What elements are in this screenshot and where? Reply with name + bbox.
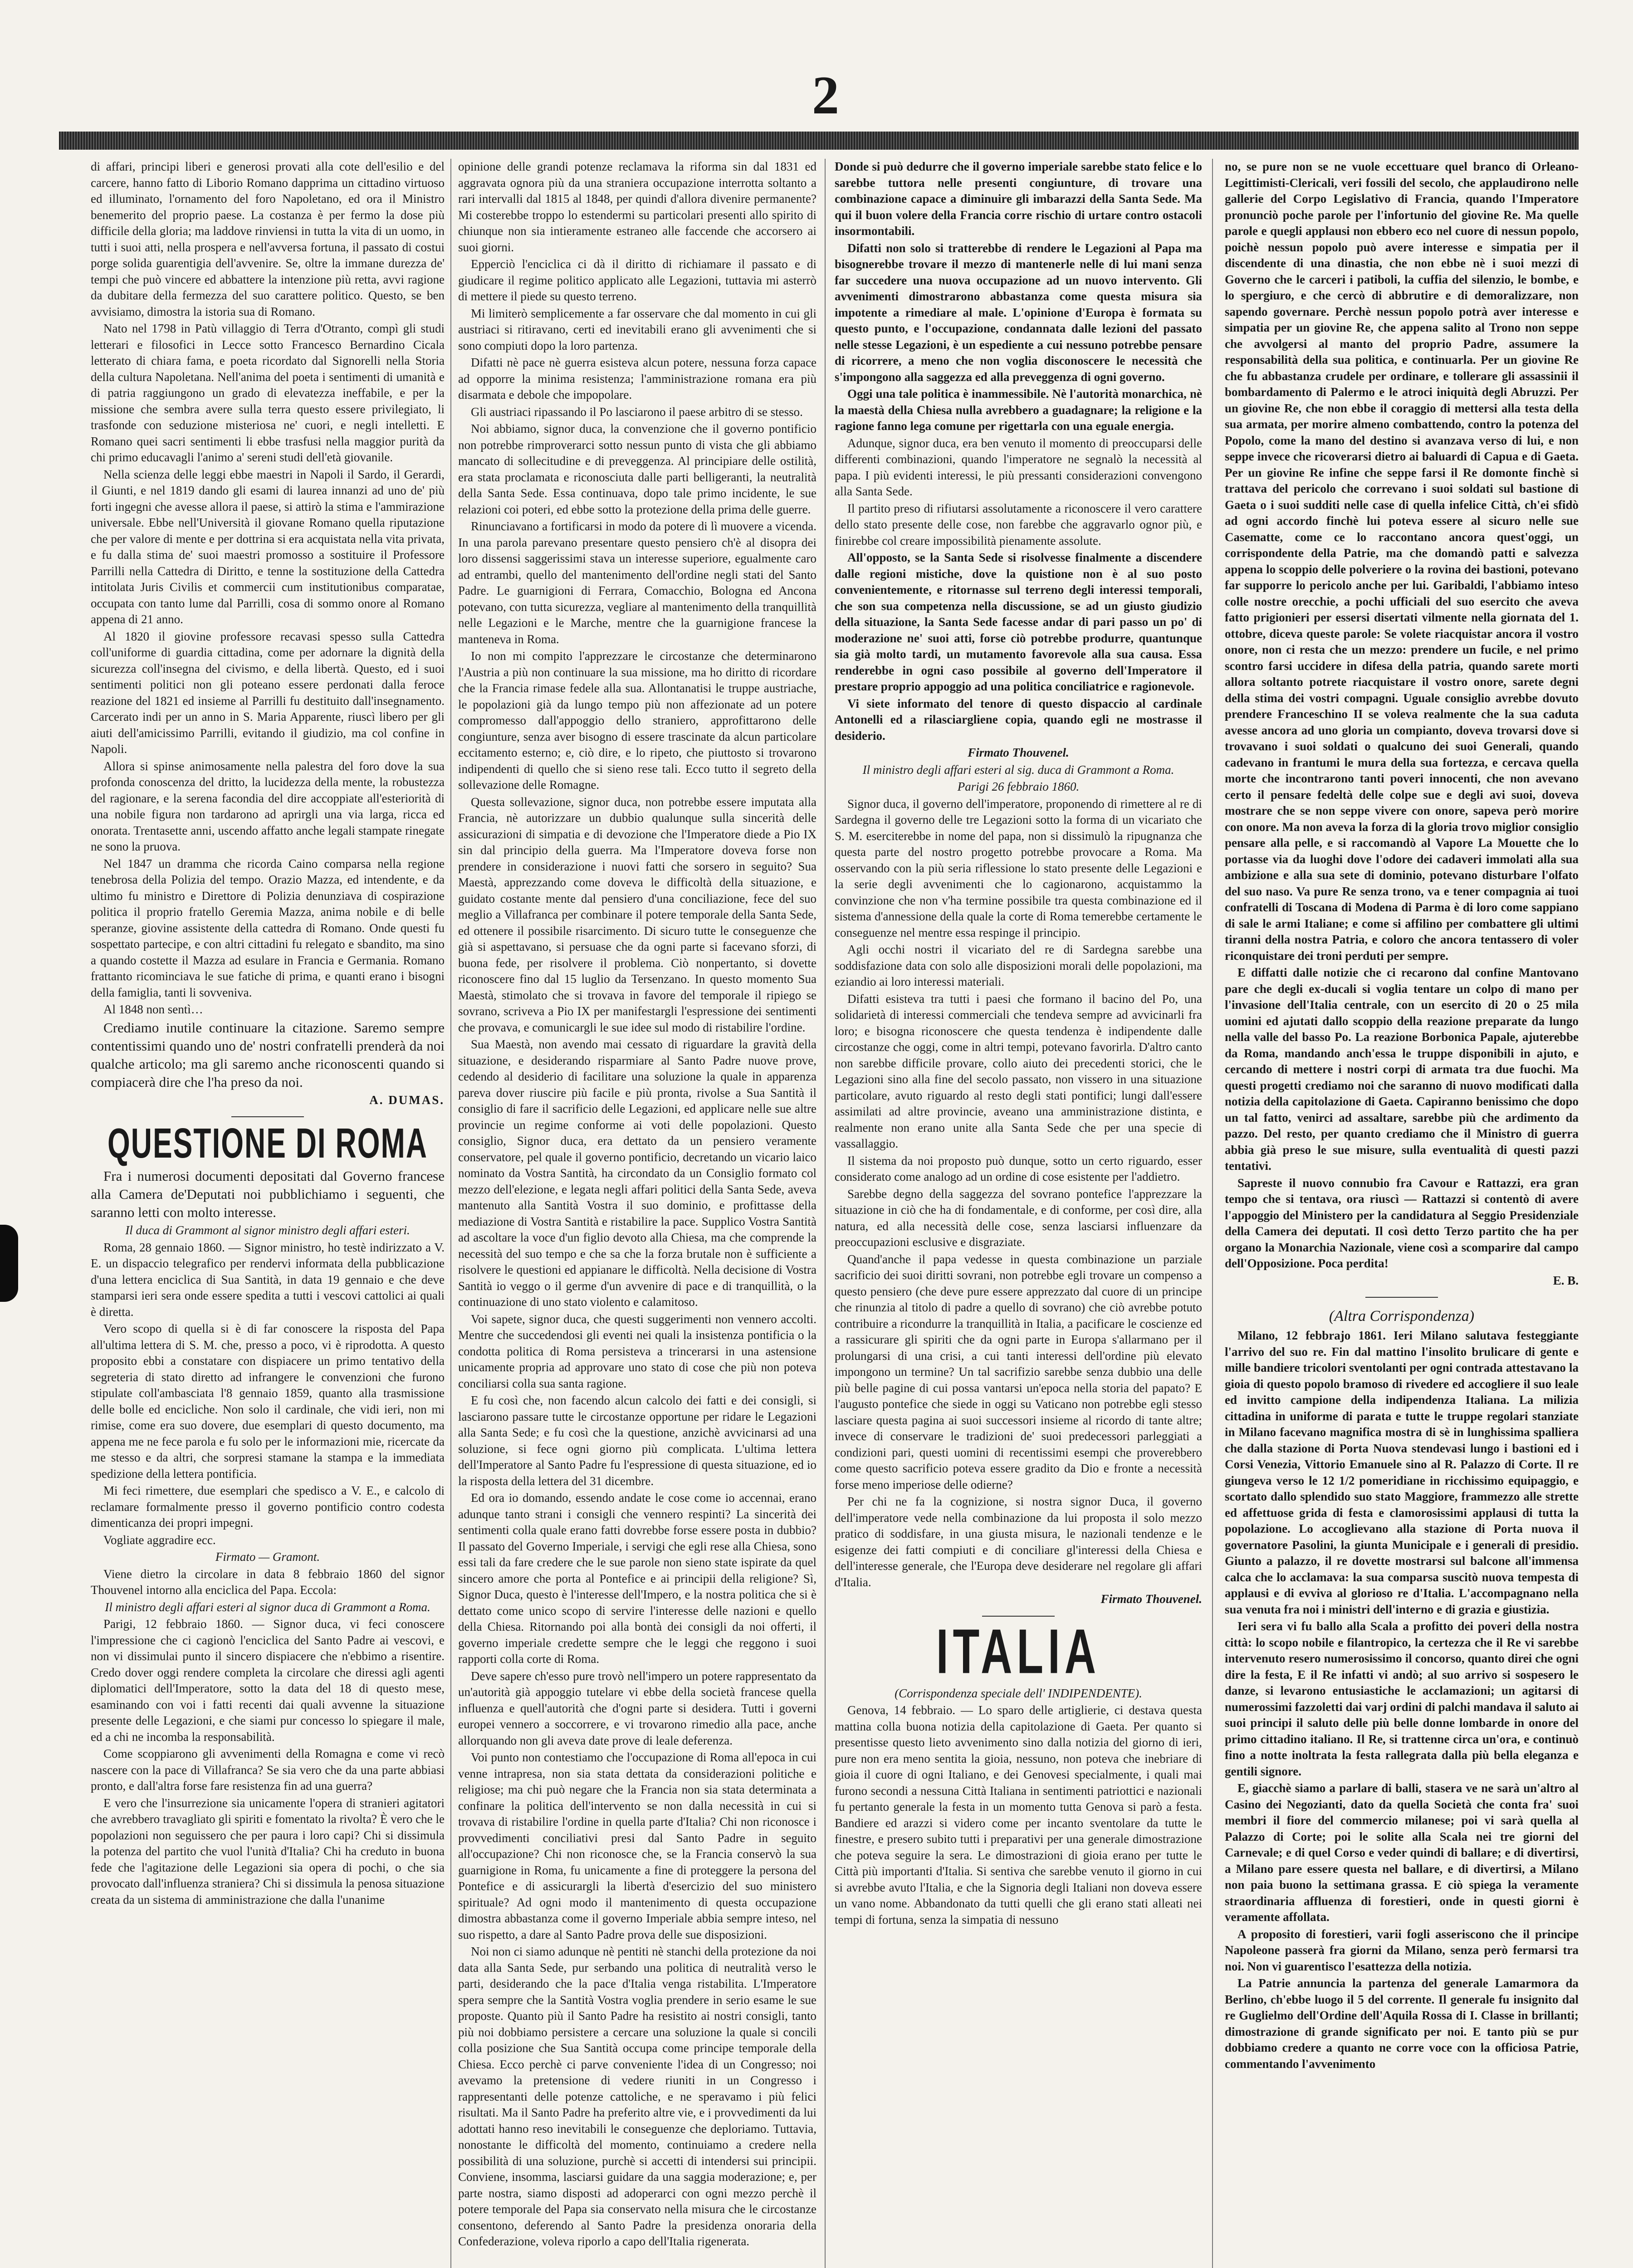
header-rule: [59, 132, 1579, 150]
letter-title: Il duca di Grammont al signor ministro degli affari esteri.: [125, 1223, 410, 1237]
paragraph: Ieri sera vi fu ballo alla Scala a profitto dei poveri della nostra città: lo scopo nobile e filantropico, la certezza che il Re vi sarebbe intervenuto resero numerosissimo il concorso, quanto direi che ogni dire la festa, E il Re infatti vi andò; al suo arrivo si sospesero le danze, si levarono entusiastiche le acclamazioni; un agitarsi di numerossimi fazzoletti dai varj ordini di palchi mandava il saluto ai suoi principi il saluto delle più belle donne lombarde in onore del primo cittadino italiano. Il Re, si trattenne circa un'ora, e continuò fino a notte inoltrata la festa rallegrata dalla più bella eleganza e gentili signore.: [1225, 1619, 1579, 1778]
paragraph: Sarebbe degno della saggezza del sovrano pontefice l'apprezzare la situazione in ciò che ha di fondamentale, e di conforme, per così dire, alla natura, ed alla necessità delle cose, senza lasciarsi influenzare da preoccupazioni esclusive e disgraziate.: [835, 1187, 1202, 1249]
paragraph: E vero che l'insurrezione sia unicamente l'opera di stranieri agitatori che avrebbero travagliato gli spiriti e fomentato la rivolta? È vero che le popolazioni non seguissero che per paura i loro capi? Chi si dissimula la potenza del partito che vuol l'unità d'Italia? Chi ha creduto in buona fede che l'agitazione delle Legazioni sia opera di pochi, o che sia provocato dall'influenza straniera? Chi si dissimula la penosa situazione creata da un sistema di amministrazione che dalla l'unanime: [91, 1796, 445, 1906]
paragraph: Quand'anche il papa vedesse in questa combinazione un parziale sacrificio dei suoi diritti sovrani, non potrebbe egli trovare un compenso a questo pensiero (che deve pure essere apprezzato dal cuore di un principe che rinunzia al titolo di padre a quello di sovrano) che ciò avrebbe potuto contribuire a ricondurre la tranquillità in Italia, a pacificare le coscienze ed a rassicurare gli spiriti che da ogni parte in Europa s'allarmano per il prolungarsi di una crisi, a cui tanti interessi dell'ordine più elevato impongono un termine? Un tal sacrifizio sarebbe senza dubbio una delle più belle pagine di cui possa vantarsi un'epoca nella storia del papato? E l'augusto pontefice che siede in oggi su Vaticano non potrebbe egli stesso lasciare questa pagina ai suoi successori insieme al ricordo di tante altre; invece di conservare le tradizioni de' suoi predecessori parleggiati a condizioni pari, questi uomini di recentissimi esempi che proverebbero come questo sacrificio poteva essere gradito da Dio e fronte a necessità forse meno imperiose delle odierne?: [835, 1252, 1202, 1491]
paragraph: Difatti nè pace nè guerra esisteva alcun potere, nessuna forza capace ad opporre la minima resistenza; l'amministrazione romana era più disarmata e debole che impopolare.: [458, 356, 816, 401]
subheading: (Corrispondenza speciale dell' INDIPENDENTE).: [895, 1686, 1142, 1700]
paragraph: Fra i numerosi documenti depositati dal Governo francese alla Camera de'Deputati noi pubblichiamo i seguenti, che saranno letti con molto interesse.: [91, 1168, 445, 1220]
paragraph: Crediamo inutile continuare la citazione. Saremo sempre contentissimi quando uno de' nostri confratelli prenderà da noi qualche articolo; ma gli saremo anche riconoscenti quando si compiacerà dire che l'ha preso da noi.: [91, 1019, 445, 1090]
column-divider: [825, 159, 826, 2268]
paragraph: Oggi una tale politica è inammessibile. Nè l'autorità monarchica, nè la maestà della Chiesa nulla avrebbero a guadagnare; la religione e la ragione fanno lega comune per rigettarla con una eguale energia.: [835, 387, 1202, 433]
section-heading: QUESTIONE DI ROMA: [107, 1119, 428, 1167]
column-1: [91, 159, 445, 2268]
paragraph: A proposito di forestieri, varii fogli asseriscono che il principe Napoleone passerà fra giorni da Milano, senza però fermarsi tra noi. Non vi guarentisco l'esattezza della notizia.: [1225, 1927, 1579, 1973]
paragraph: Genova, 14 febbraio. — Lo sparo delle artiglierie, ci destava questa mattina colla buona notizia della capitolazione di Gaeta. Per quanto si presentisse questo lieto avvenimento sino dalla notizia del giorno di ieri, pure non era meno sentita la gioia, nessuno, non poteva che inebriare di gioia il cuore di ogni Italiano, e dei Genovesi specialmente, i quali mai furono secondi a nessuna Città Italiana in sentimenti patriottici e nazionali fu pertanto generale la festa in un momento tutta Genova si parò a festa. Bandiere ed arazzi si videro come per incanto sventolare da tutte le finestre, e presero subito tutti i preparativi per una generale dimostrazione che poteva seguire la sera. Le dimostrazioni di gioia erano per tutte le Città più importanti d'Italia. Si sentiva che sarebbe venuto il giorno in cui si avrebbe avuto l'Italia, e che la Signoria degli Italiani non doveva essere un vano nome. Abbandonato da tutti quelli che gli erano stati alleati nei tempi di fortuna, senza la simpatia di nessuno: [835, 1703, 1202, 1926]
paragraph: Viene dietro la circolare in data 8 febbraio 1860 del signor Thouvenel intorno alla enciclica del Papa. Eccola:: [91, 1567, 445, 1597]
paragraph: Come scoppiarono gli avvenimenti della Romagna e come vi recò nascere con la pace di Villafranca? Se sia vero che da una parte abbiasi pronto, e dall'altra forse fare resistenza fin ad una guerra?: [91, 1747, 445, 1793]
subheading: (Altra Corrispondenza): [1329, 1308, 1475, 1325]
paragraph: Difatti non solo si tratterebbe di rendere le Legazioni al Papa ma bisognerebbe trovare il mezzo di mantenerle nelle di lui mani senza far succedere una nuova occupazione ad un nuovo intervento. Gli avvenimenti dimostrarono abbastanza come questa misura sia impotente a rimediare al male. L'opinione d'Europa è formata su questo punto, e l'occupazione, condannata dalle lezioni del passato nelle stesse Legazioni, è un espediente a cui nessuno potrebbe pensare di ricorrere, a meno che non voglia disconoscere le necessità che s'impongono alla saggezza ed alla preveggenza di ogni governo.: [835, 241, 1202, 384]
paragraph: Gli austriaci ripassando il Po lasciarono il paese arbitro di se stesso.: [471, 405, 803, 419]
paragraph: Al 1820 il giovine professore recavasi spesso sulla Cattedra coll'uniforme di guardia cittadina, come per adornare la dignità della sicurezza coll'insegna del civismo, e della libertà. Questo, ed i suoi sentimenti politici non gli poteano essere perdonati dalla feroce reazione del 1821 ed insieme al Parrilli fu destituito dall'insegnamento. Carcerato indi per un anno in S. Maria Apparente, riuscì libero per gli aiuti dell'amicissimo Parrilli, evitando il giudizio, ma col confine in Napoli.: [91, 629, 445, 756]
paragraph: Roma, 28 gennaio 1860. — Signor ministro, ho testè indirizzato a V. E. un dispaccio telegrafico per rendervi informata della pubblicazione d'una lettera enciclica di Sua Santità, in data 19 gennaio e che deve stamparsi ieri sera onde essere spedita a tutti i vescovi cattolici ai quali è diretta.: [91, 1240, 445, 1319]
paragraph: di affari, principi liberi e generosi provati alla cote dell'esilio e del carcere, hanno fatto di Liborio Romano dapprima un cittadino virtuoso ed illuminato, l'ornamento del foro Napoletano, ed ora il Ministro benemerito del proprio paese. La costanza è per fermo la dose più difficile della gloria; ma laddove rinviensi in tutta la vita di un uomo, in tutti i suoi atti, nella prospera e nell'avversa fortuna, il passato di costui porge solida guarentigia dell'avvenire. Se, oltre la immane durezza de' tempi che può vincere ed abbattere la intenzione più retta, avvi ragione da dubitare della fermezza del suo carattere politico. Questo, se ben avvisiamo, dimostra la istoria sua di Romano.: [91, 160, 445, 318]
paragraph: Signor duca, il governo dell'imperatore, proponendo di rimettere al re di Sardegna il governo delle tre Legazioni sotto la forma di un vicariato che S. M. eserciterebbe in nome del papa, non si dissimulò la ripugnanza che questa parte del nostro progetto potrebbe provocare a Roma. Ma osservando con la più seria riflessione lo stato presente delle Legazioni e la serie degli avvenimenti che lo cagionarono, acquistammo la convinzione che non v'ha termine possibile tra questa combinazione ed il sistema d'annessione della quale la corte di Roma temerebbe certamente le conseguenze nel mentre essa respinge il principio.: [835, 797, 1202, 939]
paragraph: Mi limiterò semplicemente a far osservare che dal momento in cui gli austriaci si ritiravano, certi ed inevitabili erano gli avvenimenti che si sono compiuti dopo la loro partenza.: [458, 306, 816, 352]
paragraph: Nella scienza delle leggi ebbe maestri in Napoli il Sardo, il Gerardi, il Giunti, e nel 1819 dando gli esami di laurea innanzi ad uno de' più forti ingegni che avesse allora il paese, si attirò la stima e l'ammirazione universale. Ebbe nell'Università il giovane Romano quella riputazione che per valore di mente e per dottrina si era acquistata nella vita privata, e fu dalla stima de' suoi maestri promosso a sostituire il Professore Parrilli nella Cattedra di Diritto, e tenne la sostituzione della Cattedra intitolata Juris Civilis et commercii cum institutionibus comparatae, occupata con tanto lume dal Parrilli, cosa di sommo onore al Romano appena di 21 anno.: [91, 467, 445, 626]
paragraph: La Patrie annuncia la partenza del generale Lamarmora da Berlino, ch'ebbe luogo il 5 del corrente. Il generale fu insignito dal re Guglielmo dell'Ordine dell'Aquila Rossa di I. Classe in brillanti; dimostrazione di grande significato per noi. E tanto più se pur dobbiamo credere a quanto ne corre voce con la officiosa Patrie, commentando l'avvenimento: [1225, 1976, 1579, 2071]
paragraph: Per chi ne fa la cognizione, si nostra signor Duca, il governo dell'imperatore vede nella combinazione da lui proposta il solo mezzo pratico di soddisfare, in una giusta misura, le nazionali tendenze e le esigenze dei fatti compiuti e di conciliare gl'interessi della Chiesa e dell'interesse generale, che l'Europa deve desiderare nel regolare gli affari d'Italia.: [835, 1495, 1202, 1589]
paragraph: Nel 1847 un dramma che ricorda Caino comparsa nella regione tenebrosa della Polizia del tempo. Orazio Mazza, ed intendente, e da ultimo fu ministro e Direttore di Polizia denunziava di cospirazione politica il proprio fratello Geremia Mazza, anima nobile e di belle speranze, giovine assistente della cattedra di Romano. Onde questi fu sospettato partecipe, e con altri cittadini fu relegato e sbandito, ma sino a quando costette il Mazza ad esulare in Francia e Germania. Romano frattanto ricominciava le sue fatiche di prima, e quanti erano i bisogni della famiglia, tanti li sovveniva.: [91, 856, 445, 999]
dumas-article: [91, 159, 445, 1108]
paragraph: Vero scopo di quella si è di far conoscere la risposta del Papa all'ultima lettera di S. M. che, presso a poco, vi è riprodotta. A questo proposito ebbi a constatare con dispiacere un primo tentativo della segreteria di stato diretto ad infrangere le convenzioni che furono stipulate coll'ambasciata l'8 gennaio 1859, quanto alla trasmissione delle bolle ed encicliche. Non solo il cardinale, che vidi ieri, non mi rimise, come era suo dovere, due esemplari di questo documento, ma appena me ne fece parola e fu solo per le informazioni mie, ricercate da me stesso e da altri, che sorpresi stamane la stampa e la immediata spedizione della lettera pontificia.: [91, 1322, 445, 1481]
paragraph: Vi siete informato del tenore di questo dispaccio al cardinale Antonelli ed a rilasciargliene copia, quando egli ne mostrasse il desiderio.: [835, 696, 1202, 743]
paragraph: E, giacchè siamo a parlare di balli, stasera ve ne sarà un'altro al Casino dei Negozianti, dato da quella Società che conta fra' suoi membri il fiore del commercio milanese; poi vi sarà quella al Palazzo di Corte; poi le solite alla Scala nei tre giorni del Carnevale; e di quel Corso e veder quindi di ballare; e di divertirsi, a Milano pare essere questa nel ballare, e di divertirsi, a Milano non paia buono la settimana grassa. E ciò spiega la veramente straordinaria affluenza di forestieri, onde in questi giorni è veramente affollata.: [1225, 1781, 1579, 1924]
paragraph: Deve sapere ch'esso pure trovò nell'impero un potere rappresentato da un'autorità già appoggio tutelare vi ebbe della società francese quella influenza e quell'autorità che d'ogni parte si desidera. Tutti i governi europei vennero a soccorrere, e vi trovarono rimedio alla pace, anche allorquando non gli aveva date prove di leale deferenza.: [458, 1669, 816, 1747]
paragraph: Io non mi compito l'apprezzare le circostanze che determinarono l'Austria a più non continuare la sua missione, ma ho diritto di ricordare che la Francia rimase fedele alla sua. Allontanatisi le truppe austriache, le popolazioni già da lungo tempo più non affezionate ad un potere compromesso dall'appoggio dello straniero, approfittarono delle congiunture, senza aver bisogno di essere trascinate da alcun particolare eccitamento esterno; e, ciò dire, e lo ripeto, che piuttosto si trovarono indipendenti di quello che si sieno rese tali. Ecco tutto il segreto della sollevazione delle Romagne.: [458, 649, 816, 792]
paragraph: Questa sollevazione, signor duca, non potrebbe essere imputata alla Francia, nè autorizzare un dubbio qualunque sulla sincerità delle assicurazioni di simpatia e di devozione che l'Imperatore diede a Pio IX sin dal principio della guerra. Ma l'Imperatore doveva forse non prendere in considerazione i nuovi fatti che sorsero in seguito? Sua Maestà, apprezzando come doveva le difficoltà della situazione, e guidato costante mente dal pensiero d'una conciliazione, fece del suo meglio a Villafranca per combinare il potere temporale della Santa Sede, ed ottenere il possibile risarcimento. Di sicuro tutte le conseguenze che già si aspettavano, si persuase che da ogni parte si facevano sforzi, di buona fede, per risolvere il problema. Ciò nonpertanto, si dovette riconoscere fino dal 15 luglio da Tersenzano. In questo momento Sua Maestà, stimolato che si trovava in favore del temporale il ripiego se sovrano, scriveva a Pio IX per manifestargli l'espressione dei sentimenti che provava, e comunicargli le sue idee sul modo di ristabilire l'ordine.: [458, 795, 816, 1034]
paragraph: Nato nel 1798 in Patù villaggio di Terra d'Otranto, compì gli studi letterari e filosofici in Lecce sotto Francesco Bernardino Cicala letterato di chiara fama, e poeta ricordato dal Signorelli nella Storia della cultura Napoletana. Nell'anima del poeta i sentimenti di umanità e di patria raggiungono un grado di elevatezza ineffabile, e per la missione che sembra avere sulla terra questo essere privilegiato, li trasfonde con seduzione misteriosa ne' cuori, e negli intelletti. E Romano quei sacri sentimenti li ebbe trasfusi nella maggior purità da chi primo educavagli l'animo a' sereni studi dell'età giovanile.: [91, 322, 445, 464]
column-3: [835, 159, 1202, 2268]
paragraph: E diffatti dalle notizie che ci recarono dal confine Mantovano pare che degli ex-ducali si voglia tentare un colpo di mano per l'invasione dell'Italia centrale, con un esercito di 20 o 25 mila uomini ed ajutati dallo scoppio della reazione preparate da lungo nella valle del basso Po. La reazione Borbonica Papale, ajuterebbe da Roma, mandando anch'essa le truppe disponibili in ajuto, e cercando di mettere i nostri corpi di armata tra due fuochi. Ma questi progetti crediamo noi che saranno di nuovo modificati dalla notizia della capitolazione di Gaeta. Capiranno benissimo che dopo un tal fatto, venirci ad assaltare, sarebbe più che ardimento da pazzo. Del resto, per quanto crediamo che il Ministro di guerra abbia già preso le sue misure, sulla eventualità di questi pazzi tentativi.: [1225, 966, 1579, 1173]
paragraph: Noi abbiamo, signor duca, la convenzione che il governo pontificio non potrebbe rimproverarci sotto nessun punto di vista che gli abbiamo mancato di sollecitudine e di preveggenza. Al principiare delle ostilità, era stata proclamata e riconosciuta dalle parti belligeranti, la neutralità della Santa Sede. Essa continuava, dopo tale primo incidente, le sue relazioni coi poteri, ed ebbe sotto la protezione della prima delle guerre.: [458, 422, 816, 516]
paragraph: Difatti esisteva tra tutti i paesi che formano il bacino del Po, una solidarietà di interessi commerciali che tendeva sempre ad avvicinarli fra loro; e bisogna riconoscere che questa tendenza è indipendente dalle circostanze che oggi, come in altri tempi, potevano favorirla. D'altro canto non sarebbe difficile provare, collo aiuto dei precedenti storici, che le Legazioni sino alla fine del secolo passato, non vissero in una situazione particolare, avuto riguardo al resto degli stati pontifici; lungi dall'essere assimilati ad altre provincie, aveano una amministrazione distinta, e realmente non erano unite alla Santa Sede che per una specie di vassallaggio.: [835, 992, 1202, 1150]
column-divider: [1212, 159, 1213, 2268]
letter-signature: Firmato Thouvenel.: [968, 746, 1069, 759]
column-2: [458, 159, 816, 2268]
column-divider: [450, 159, 451, 2268]
paragraph: All'opposto, se la Santa Sede si risolvesse finalmente a discendere dalle regioni mistiche, dove la quistione non è al suo posto convenientemente, e ritornasse sul terreno degli interessi temporali, che son sua competenza nella discussione, se ad un giusto giudizio della situazione, la Santa Sede facesse andar di pari passo un po' di moderazione ne' suoi atti, forse ciò potrebbe produrre, quantunque sia già molto tardi, un mutamento favorevole alla sua causa. Essa renderebbe in ogni caso possibile al governo dell'Imperatore il prestare proprio appoggio ad una politica conciliatrice e ragionevole.: [835, 551, 1202, 693]
paragraph: Mi feci rimettere, due esemplari che spedisco a V. E., e calcolo di reclamare formalmente presso il governo pontificio contro codesta dimenticanza dei propri impegni.: [91, 1484, 445, 1530]
paragraph: Parigi, 12 febbraio 1860. — Signor duca, vi feci conoscere l'impressione che ci cagionò l'enciclica del Santo Padre ai vescovi, e non vi dissimulai punto il sincero dispiacere che n'ebbimo a risentire. Credo dover oggi rendere completa la circolare che diressi agli agenti diplomatici dell'Imperatore, sotto la data del 18 di questo mese, esaminando con voi i fatti recenti dai quali avvenne la situazione presente delle Legazioni, e che siami pur concesso lo spiegare il male, ed a chi ne incomba la responsabilità.: [91, 1617, 445, 1744]
paragraph: Il partito preso di rifiutarsi assolutamente a riconoscere il vero carattere dello stato presente delle cose, non farebbe che aggravarlo ognor più, e finirebbe col creare impossibilità pienamente assolute.: [835, 501, 1202, 547]
letter-signature: Firmato Thouvenel.: [1100, 1592, 1202, 1606]
paragraph: Noi non ci siamo adunque nè pentiti nè stanchi della protezione da noi data alla Santa Sede, pur serbando una politica di neutralità verso le parti, desiderando che la pace d'Italia venga ristabilita. L'Imperatore spera sempre che la Santità Vostra voglia prendere in serio esame le sue proposte. Quanto più il Santo Padre ha resistito ai nostri consigli, tanto più noi dobbiamo persistere a cercare una soluzione la quale si concili colla posizione che Sua Santità occupa come principe temporale della Chiesa. Ecco perchè ci parve conveniente l'idea di un Congresso; noi avevamo la pretensione di vedere riuniti in un Congresso i rappresentanti delle potenze cattoliche, e ne speravamo i più felici risultati. Ma il Santo Padre ha preferito altre vie, e i provvedimenti da lui adottati hanno reso inevitabili le conseguenze che deploriamo. Tuttavia, nonostante le difficoltà del momento, continuiamo a credere nella possibilità di una soluzione, purchè si accetti di intendersi sui principii. Conviene, insomma, lasciarsi guidare da una saggia moderazione; e, per parte nostra, siamo disposti ad adoperarci con ogni mezzo perchè il potere temporale del Papa sia conservato nella misura che le circostanze consentono, deferendo al Santo Padre la presidenza onoraria della Confederazione, voleva riporlo a capo dell'Italia rigenerata.: [458, 1945, 816, 2248]
letter-title: Il ministro degli affari esteri al sig. duca di Grammont a Roma.: [862, 763, 1174, 777]
article-signature: A. DUMAS.: [369, 1093, 445, 1107]
paragraph: Voi sapete, signor duca, che questi suggerimenti non vennero accolti. Mentre che succedendosi gli eventi nei quali la insistenza pontificia o la condotta politica di Roma persisteva a trincerarsi in una astensione unicamente propria ad approvare uno stato di cose che più non poteva conciliarsi colla sua santa ragione.: [458, 1312, 816, 1390]
binder-hole: [0, 1225, 18, 1302]
paragraph: Epperciò l'enciclica ci dà il diritto di richiamare il passato e di giudicare il regime politico applicato alle Legazioni, tuttavia mi asterrò di mettere il piede su questo terreno.: [458, 257, 816, 303]
paragraph: Milano, 12 febbrajo 1861. Ieri Milano salutava festeggiante l'arrivo del suo re. Fin dal mattino l'insolito brulicare di gente e mille bandiere tricolori sventolanti per ogni contrada attestavano la gioia di questo popolo bramoso di rivedere ed accogliere il suo leale ed invitto campione della indipendenza Italiana. La milizia cittadina in uniforme di parata e tutte le truppe regolari stanziate in Milano facevano magnifica mostra di sè in lunghissima spalliera che dalla stazione di Porta Nuova stendevasi lungo i bastioni ed i Corsi Venezia, Vittorio Emanuele sino al R. Palazzo di Corte. Il re giungeva verso le 12 1/2 pomeridiane in ricchissimo equipaggio, e scortato dallo splendido suo stato Maggiore, frammezzo alle strette ed affettuose grida di festa e clamorosissimi applausi di tutta la popolazione. Lo accoglievano alla stazione di Porta nuova il governatore Pasolini, la giunta Municipale e i generali di presidio. Giunto a palazzo, il re dovette mostrarsi sul balcone all'immensa calca che lo acclamava: la sua comparsa suscitò nuova tempesta di applausi e di evviva al glorioso re d'Italia. L'accompagnano nella sua venuta fra noi i ministri dell'interno e di grazia e giustizia.: [1225, 1329, 1579, 1616]
paragraph: Rinunciavano a fortificarsi in modo da potere di lì muovere a vicenda. In una parola parevano presentare questo pensiero ch'è al disopra dei loro dissensi saggerissimi stava un interesse superiore, egualmente caro ad entrambi, quello del mantenimento dell'ordine negli stati del Santo Padre. Le guarnigioni di Ferrara, Comacchio, Bologna ed Ancona potevano, con tutta sicurezza, vegliare al mantenimento della tranquillità nelle Legazioni e le Marche, mentre che la guarnigione francese la manteneva in Roma.: [458, 519, 816, 646]
section-heading: ITALIA: [936, 1616, 1101, 1687]
paragraph: opinione delle grandi potenze reclamava la riforma sin dal 1831 ed aggravata ognora più da una straniera occupazione interrotta soltanto a rari intervalli dal 1815 al 1848, per quindi d'allora divenire permanente? Mi costerebbe troppo lo estendermi su particolari presenti allo spirito di chiunque non sia intieramente estraneo alle faccende che accorsero ai suoi giorni.: [458, 160, 816, 254]
paragraph: Donde si può dedurre che il governo imperiale sarebbe stato felice e lo sarebbe tuttora nelle presenti congiunture, di trovare una combinazione capace a diminuire gli imbarazzi della Santa Sede. Ma qui il buon volere della Francia corre rischio di urtare contro ostacoli insormontabili.: [835, 160, 1202, 238]
paragraph: Sapreste il nuovo connubio fra Cavour e Rattazzi, era gran tempo che si tentava, ora riuscì — Rattazzi si contentò di avere l'appoggio del Ministero per la candidatura al Seggio Presidenziale della Camera dei deputati. Il così detto Terzo partito che ha per organo la Monarchia Nazionale, viene così a scomparire dal campo dell'Opposizione. Poca perdita!: [1225, 1176, 1579, 1270]
paragraph: E fu così che, non facendo alcun calcolo dei fatti e dei consigli, si lasciarono passare tutte le circostanze opportune per ridare le Legazioni alla Santa Sede; e fu così che la questione, anzichè avvicinarsi ad una soluzione, si fece ogni giorno più complicata. L'ultima lettera dell'Imperatore al Santo Padre fu l'espressione di questa situazione, ed io la risposta della lettera del 31 dicembre.: [458, 1393, 816, 1488]
paragraph: Agli occhi nostri il vicariato del re di Sardegna sarebbe una soddisfazione data con solo alle disposizioni morali delle popolazioni, ma eziandio ai loro interessi materiali.: [835, 943, 1202, 988]
paragraph: Ed ora io domando, essendo andate le cose come io accennai, erano adunque tanto strani i consigli che vennero respinti? La sincerità dei sentimenti colla quale erano fatti dovrebbe forse essere posta in dubbio? Il passato del Governo Imperiale, i servigi che egli rese alla Chiesa, sono essi tali da fare credere che le sue parole non sieno state ispirate da quel sincero amore che porta al Pontefice e ai principii della religione? Sì, Signor Duca, questo è l'interesse dell'Impero, e la nostra politica che si è dettato come unico scopo di servire l'interesse delle nazioni e quello della Chiesa. Ritornando poi alla bontà dei consigli da noi offerti, il governo imperiale credette sempre che le leggi che reggono i suoi rapporti colla corte di Roma.: [458, 1491, 816, 1666]
letter-signature: Firmato — Gramont.: [215, 1550, 320, 1564]
paragraph: Vogliate aggradire ecc.: [103, 1533, 216, 1547]
paragraph: Allora si spinse animosamente nella palestra del foro dove la sua profonda conoscenza del dritto, la lucidezza della mente, la robustezza del ragionare, e la serena facondia del dire accoppiate all'esteriorità di una nobile figura non tardarono ad aprirgli una via larga, ricca ed onorata. Trentasette anni, uscendo affatto anche legali stampate rinegate ne sono la pruova.: [91, 759, 445, 853]
paragraph: Sua Maestà, non avendo mai cessato di riguardare la gravità della situazione, e desiderando risparmiare al Santo Padre nuove prove, cedendo al desiderio di facilitare una soluzione la quale in apparenza pareva dover riuscire più facile e più pronta, rivolse a Sua Santità il consiglio di fare il sacrificio delle Legazioni, ed applicare nelle sue altre provincie un regime conforme ai voti delle popolazioni. Questo consiglio, Signor duca, era dettato da un pensiero veramente conservatore, pel quale il governo pontificio, decretando un vicario laico nominato da Vostra Santità, ha circondato da un Consiglio formato col mezzo dell'elezione, e legata negli affari politici della Santa Sede, aveva mantenuto alla Santità Vostra il suo dominio, e profittasse della mediazione di Vostra Santità e ristabilire la pace. Supplico Vostra Santità ad ascoltare la voce d'un figlio devoto alla Chiesa, ma che comprende la necessità del suo tempo e che sa che la forza brutale non è sufficiente a risolvere le questioni ed appianare le difficoltà. Nella decisione di Vostra Santità io veggo o il germe d'un avvenire di pace e di tranquillità, o la continuazione di uno stato violento e calamitoso.: [458, 1037, 816, 1309]
article-signature: E. B.: [1553, 1273, 1579, 1287]
letter-title: Il ministro degli affari esteri al signor duca di Grammont a Roma.: [105, 1600, 430, 1614]
paragraph: Il sistema da noi proposto può dunque, sotto un certo riguardo, esser considerato come analogo ad un ordine di cose esistente per l'addietro.: [835, 1154, 1202, 1183]
divider: [1365, 1297, 1438, 1298]
column-4: [1225, 159, 1579, 2268]
page-number: 2: [812, 65, 839, 125]
paragraph: Voi punto non contestiamo che l'occupazione di Roma all'epoca in cui venne intrapresa, non sia stata dettata da considerazioni politiche e religiose; ma chi può negare che la Francia non sia stata determinata a confinare la politica dell'intervento se non dalla necessità in cui si trovava di ristabilire l'ordine in quella parte d'Italia? Chi non riconosce i provvedimenti conciliativi presi dal Santo Padre in seguito all'occupazione? Chi non riconosce che, se la Francia conservò la sua guarnigione in Roma, fu unicamente a fine di proteggere la persona del Pontefice e di assicurargli la libertà d'esercizio del suo ministero spirituale? Ad ogni modo il mantenimento di questa occupazione dimostra abbastanza come il governo Imperiale abbia sempre inteso, nel suo rispetto, a dare al Santo Padre prova delle sue disposizioni.: [458, 1750, 816, 1941]
paragraph: Adunque, signor duca, era ben venuto il momento di preoccuparsi delle differenti combinazioni, quando l'imperatore ne segnalò la necessità al papa. I più evidenti interessi, le più pressanti considerazioni convengono alla Santa Sede.: [835, 436, 1202, 498]
paragraph: Al 1848 non sentì…: [103, 1002, 203, 1016]
paragraph: no, se pure non se ne vuole eccettuare quel branco di Orleano-Legittimisti-Clericali, veri fossili del secolo, che applaudirono nelle gallerie del Corpo Legislativo di Francia, quando l'Imperatore pronunciò poche parole per l'infortunio del giovine Re. Ma quelle parole e quegli applausi non ebbero eco nel cuore di nessun popolo, poichè nessun popolo può avere interesse e simpatia per il discendente di una dinastia, che non ebbe nè i suoi mezzi di Governo che le carceri i patiboli, la cuffia del silenzio, le bombe, e lo spergiuro, e che cercò di abbrutire e di demoralizzare, non sapendo governare. Perchè nessun popolo potrà aver interesse e simpatia per un giovine Re, che appena salito al Trono non seppe che avvolgersi al manto del proprio Padre, assumere la responsabilità della sua politica, e continuarla. Per un giovine Re che fu abbastanza crudele per ordinare, e tollerare gli assassinii il bombardamento di Palermo e le atroci iniquità degli Abruzzi. Per un giovine Re, che non ebbe il coraggio di mettersi alla testa della sua armata, per morire almeno combattendo, contro la potenza del Popolo, come la mano del destino si avanzava verso di lui, e non seppe invece che ricoverarsi dietro ai baluardi di Capua e di Gaeta. Per un giovine Re infine che seppe farsi il Re domonte finchè si trattava del pericolo che correvano i suoi soldati sul bastione di Gaeta o i suoi sudditi nelle case di quella infelice Città, ch'ei sfidò ad ogni accordo finchè lui poteva essere al sicuro nelle sue Casematte, come ce lo raccontano ancora quest'oggi, un corrispondente della Patrie, ma che domandò patti e salvezza appena lo scoppio delle polveriere o la rovina dei bastioni, potevano far supporre lo pericolo anche per lui. Garibaldi, l'abbiamo inteso colle nostre orecchie, a pochi ufficiali del suo esercito che aveva fatto prigionieri per essersi disertati vilmente nella giornata del 1. ottobre, diceva queste parole: Se volete riacquistar ancora il vostro onore, non ci resta che un mezzo: prendere un fucile, e nel primo scontro farsi uccidere in difesa della patria, quando sarete morti allora soltanto potrete riacquistare il vostro onore, sarete degni della stima dei vostri compagni. Uguale consiglio avrebbe dovuto prendere Franceschino II se voleva realmente che la sua caduta avesse ancora ad uno gloria un compianto, doveva trovarsi dove si trovavano i suoi soldati o qualcuno dei suoi Generali, quando cadevano in frantumi le mura della sua fortezza, e cercava quella morte che incontrarono tanti poveri innocenti, che non avevano certo il pensare fedeltà delle colpe sue e degli avi suoi, doveva mostrare che se non seppe vivere con onore, sapeva però morire con onore. Ma non aveva la forza di la gloria trovo miglior consiglio pensare alla pelle, e si raccomandò al Vapore La Mouette che lo portasse via da luoghi dove l'odore dei cadaveri immolati alla sua ambizione e alla sua sete di dominio, potevano disturbare l'olfato del suo naso. Va pure Re senza trono, va e tener compagnia ai tuoi confratelli di Toscana di Modena di Parma è di loro come sappiano di sale le armi Italiane; e come si affilino per combattere gli ultimi tiranni della nostra Patria, e coloro che ancora tentassero di voler riconquistare dei troni perduti per sempre.: [1225, 160, 1579, 963]
letter-dateline: Parigi 26 febbraio 1860.: [957, 780, 1080, 793]
